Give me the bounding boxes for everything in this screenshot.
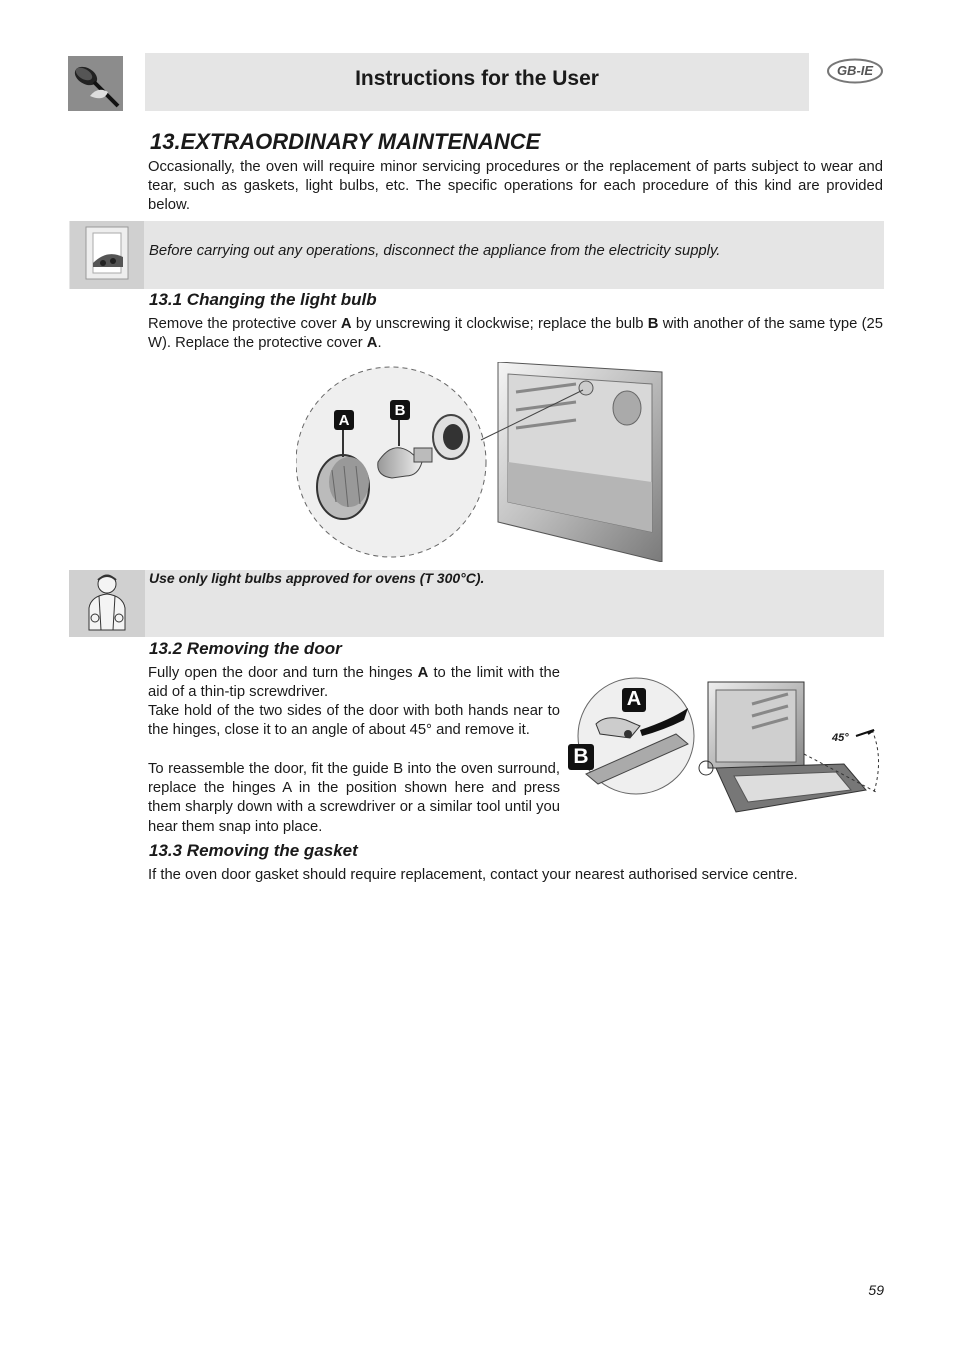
label-a: A xyxy=(338,412,350,429)
door-paragraph-3: To reassemble the door, fit the guide B into the oven surround, replace the hinges A in the position shown here and press them sharply down with a screwdriver or a similar tool until you hear them snap into place. xyxy=(148,761,560,835)
section-title: 13.EXTRAORDINARY MAINTENANCE xyxy=(150,129,541,154)
note-icon-box xyxy=(69,570,145,637)
door-label-b: B xyxy=(573,745,589,768)
intro-paragraph: Occasionally, the oven will require minor servicing procedures or the replacement of parts subject to wear and tear, such as gaskets, light bulbs, etc. The specific operations for each procedure of this kind are provided below. xyxy=(148,159,883,214)
text-run: Remove the protective cover xyxy=(148,316,341,332)
subsection-title-door: 13.2 Removing the door xyxy=(149,639,342,658)
subsection-title-gasket: 13.3 Removing the gasket xyxy=(149,841,358,860)
oven-lamp-diagram-icon xyxy=(296,362,664,562)
brand-logo xyxy=(68,56,123,111)
page-header-title: Instructions for the User xyxy=(355,67,599,90)
door-paragraph-1 xyxy=(148,664,560,702)
door-illustration xyxy=(566,664,886,816)
text-run: to the limit with the aid of a thin-tip screwdriver. xyxy=(148,665,560,701)
bulb-note-text: Use only light bulbs approved for ovens (T 300°C). xyxy=(149,570,485,586)
text-run: . xyxy=(377,335,382,352)
region-badge xyxy=(826,58,884,84)
warning-icon-box xyxy=(69,221,145,289)
subsection-title-light-bulb: 13.1 Changing the light bulb xyxy=(149,290,377,309)
warning-note xyxy=(69,221,884,289)
light-bulb-paragraph xyxy=(148,315,883,353)
text-run: with another of the same type (25 W). Replace the protective cover xyxy=(148,316,883,352)
bulb-note xyxy=(69,570,884,637)
bold-letter-b: B xyxy=(647,316,659,332)
door-paragraph-2: Take hold of the two sides of the door with both hands near to the hinges, close it to an angle of about 45° and remove it. xyxy=(148,703,560,739)
technician-icon xyxy=(69,570,145,637)
text-run: Fully open the door and turn the hinges xyxy=(148,665,418,681)
bold-letter-a: A xyxy=(340,316,352,332)
angle-label: 45° xyxy=(832,732,849,744)
badge-label: GB-IE xyxy=(836,63,874,78)
light-bulb-illustration xyxy=(296,362,664,562)
bold-letter-a: A xyxy=(417,665,429,681)
page-number: 59 xyxy=(868,1282,884,1298)
spoon-icon xyxy=(68,56,123,111)
bold-letter-a: A xyxy=(366,335,378,352)
header-bar xyxy=(145,53,809,111)
power-socket-icon xyxy=(69,221,145,289)
text-run: by unscrewing it clockwise; replace the bulb xyxy=(351,316,648,332)
label-b: B xyxy=(394,402,406,419)
gasket-paragraph: If the oven door gasket should require replacement, contact your nearest authorised service centre. xyxy=(148,867,798,883)
warning-text: Before carrying out any operations, disconnect the appliance from the electricity supply. xyxy=(149,243,721,259)
door-label-a: A xyxy=(626,688,642,710)
